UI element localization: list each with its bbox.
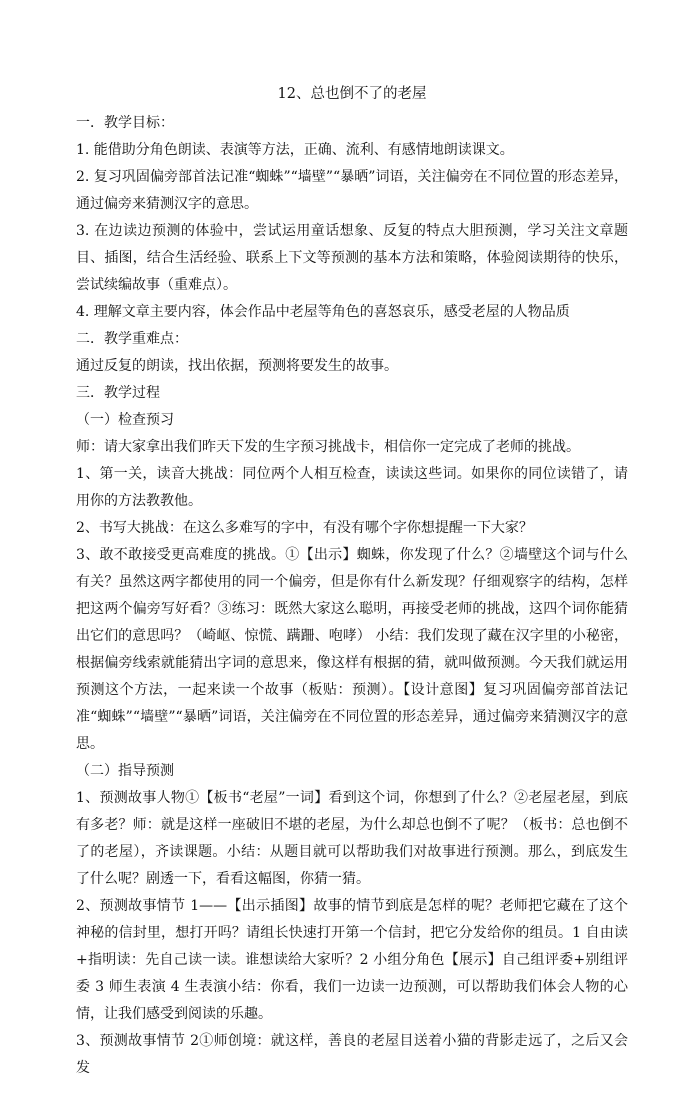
section-heading-goals: 一．教学目标： <box>76 115 174 131</box>
subsection-heading-preview: （一）检查预习 <box>76 412 174 428</box>
paragraph: 师：请大家拿出我们昨天下发的生字预习挑战卡，相信你一定完成了老师的挑战。 <box>76 439 580 455</box>
paragraph: 1、预测故事人物①【板书“老屋”一词】看到这个词，你想到了什么？②老屋老屋，到底有多老？师：就是这样一座破旧不堪的老屋，为什么却总也倒不了呢？（板书：总也倒不了的老屋），齐读课题。小结：从题目就可以帮助我们对故事进行预测。那么，到底发生了什么呢？剧透一下，看看这幅图，你猜一猜。 <box>76 790 628 887</box>
goal-item: 1. 能借助分角色朗读、表演等方法，正确、流利、有感情地朗读课文。 <box>76 142 514 158</box>
section-heading-process: 三．教学过程 <box>76 385 160 401</box>
paragraph: 3、敢不敢接受更高难度的挑战。①【出示】蜘蛛，你发现了什么？②墙壁这个词与什么有关？虽然这两字都使用的同一个偏旁，但是你有什么新发现？仔细观察字的结构，怎样把这两个偏旁写好看？③练习：既然大家这么聪明，再接受老师的挑战，这四个词你能猜出它们的意思吗？（崎岖、惊慌、蹒跚、咆哮） 小结：我们发现了藏在汉字里的小秘密，根据偏旁线索就能猜出字词的意思来，像这样有根据的猜，就叫做预测。今天我们就运用预测这个方法，一起来读一个故事（板贴：预测）。【设计意图】复习巩固偏旁部首法记准“蜘蛛”“墙壁”“暴晒”词语，关注偏旁在不同位置的形态差异，通过偏旁来猜测汉字的意思。 <box>76 547 628 752</box>
document-page <box>76 82 628 1082</box>
goal-item: 2. 复习巩固偏旁部首法记准“蜘蛛”“墙壁”“暴晒”词语，关注偏旁在不同位置的形态差异，通过偏旁来猜测汉字的意思。 <box>76 169 628 212</box>
key-points-text: 通过反复的朗读，找出依据，预测将要发生的故事。 <box>76 358 398 374</box>
paragraph: 3、预测故事情节 2①师创境：就这样，善良的老屋目送着小猫的背影走远了，之后又会发 <box>76 1033 628 1076</box>
goal-item: 3. 在边读边预测的体验中，尝试运用童话想象、反复的特点大胆预测，学习关注文章题目、插图，结合生活经验、联系上下文等预测的基本方法和策略，体验阅读期待的快乐，尝试续编故事（重难点）。 <box>76 223 628 293</box>
goal-item: 4. 理解文章主要内容，体会作品中老屋等角色的喜怒哀乐，感受老屋的人物品质 <box>76 304 570 320</box>
paragraph: 2、预测故事情节 1——【出示插图】故事的情节到底是怎样的呢？老师把它藏在了这个神秘的信封里，想打开吗？请组长快速打开第一个信封，把它分发给你的组员。1 自由读+指明读：先自己读一读。谁想读给大家听？2 小组分角色【展示】自己组评委+别组评委 3 师生表演 4 生表演小结：你看，我们一边读一边预测，可以帮助我们体会人物的心情，让我们感受到阅读的乐趣。 <box>76 898 628 1022</box>
document-title: 12、总也倒不了的老屋 <box>277 86 427 102</box>
paragraph: 2、书写大挑战：在这么多难写的字中，有没有哪个字你想提醒一下大家？ <box>76 520 533 536</box>
subsection-heading-guidance: （二）指导预测 <box>76 763 174 779</box>
section-heading-key-points: 二．教学重难点： <box>76 331 188 347</box>
paragraph: 1、第一关，读音大挑战：同位两个人相互检查，读读这些词。如果你的同位读错了，请用你的方法教教他。 <box>76 466 628 509</box>
